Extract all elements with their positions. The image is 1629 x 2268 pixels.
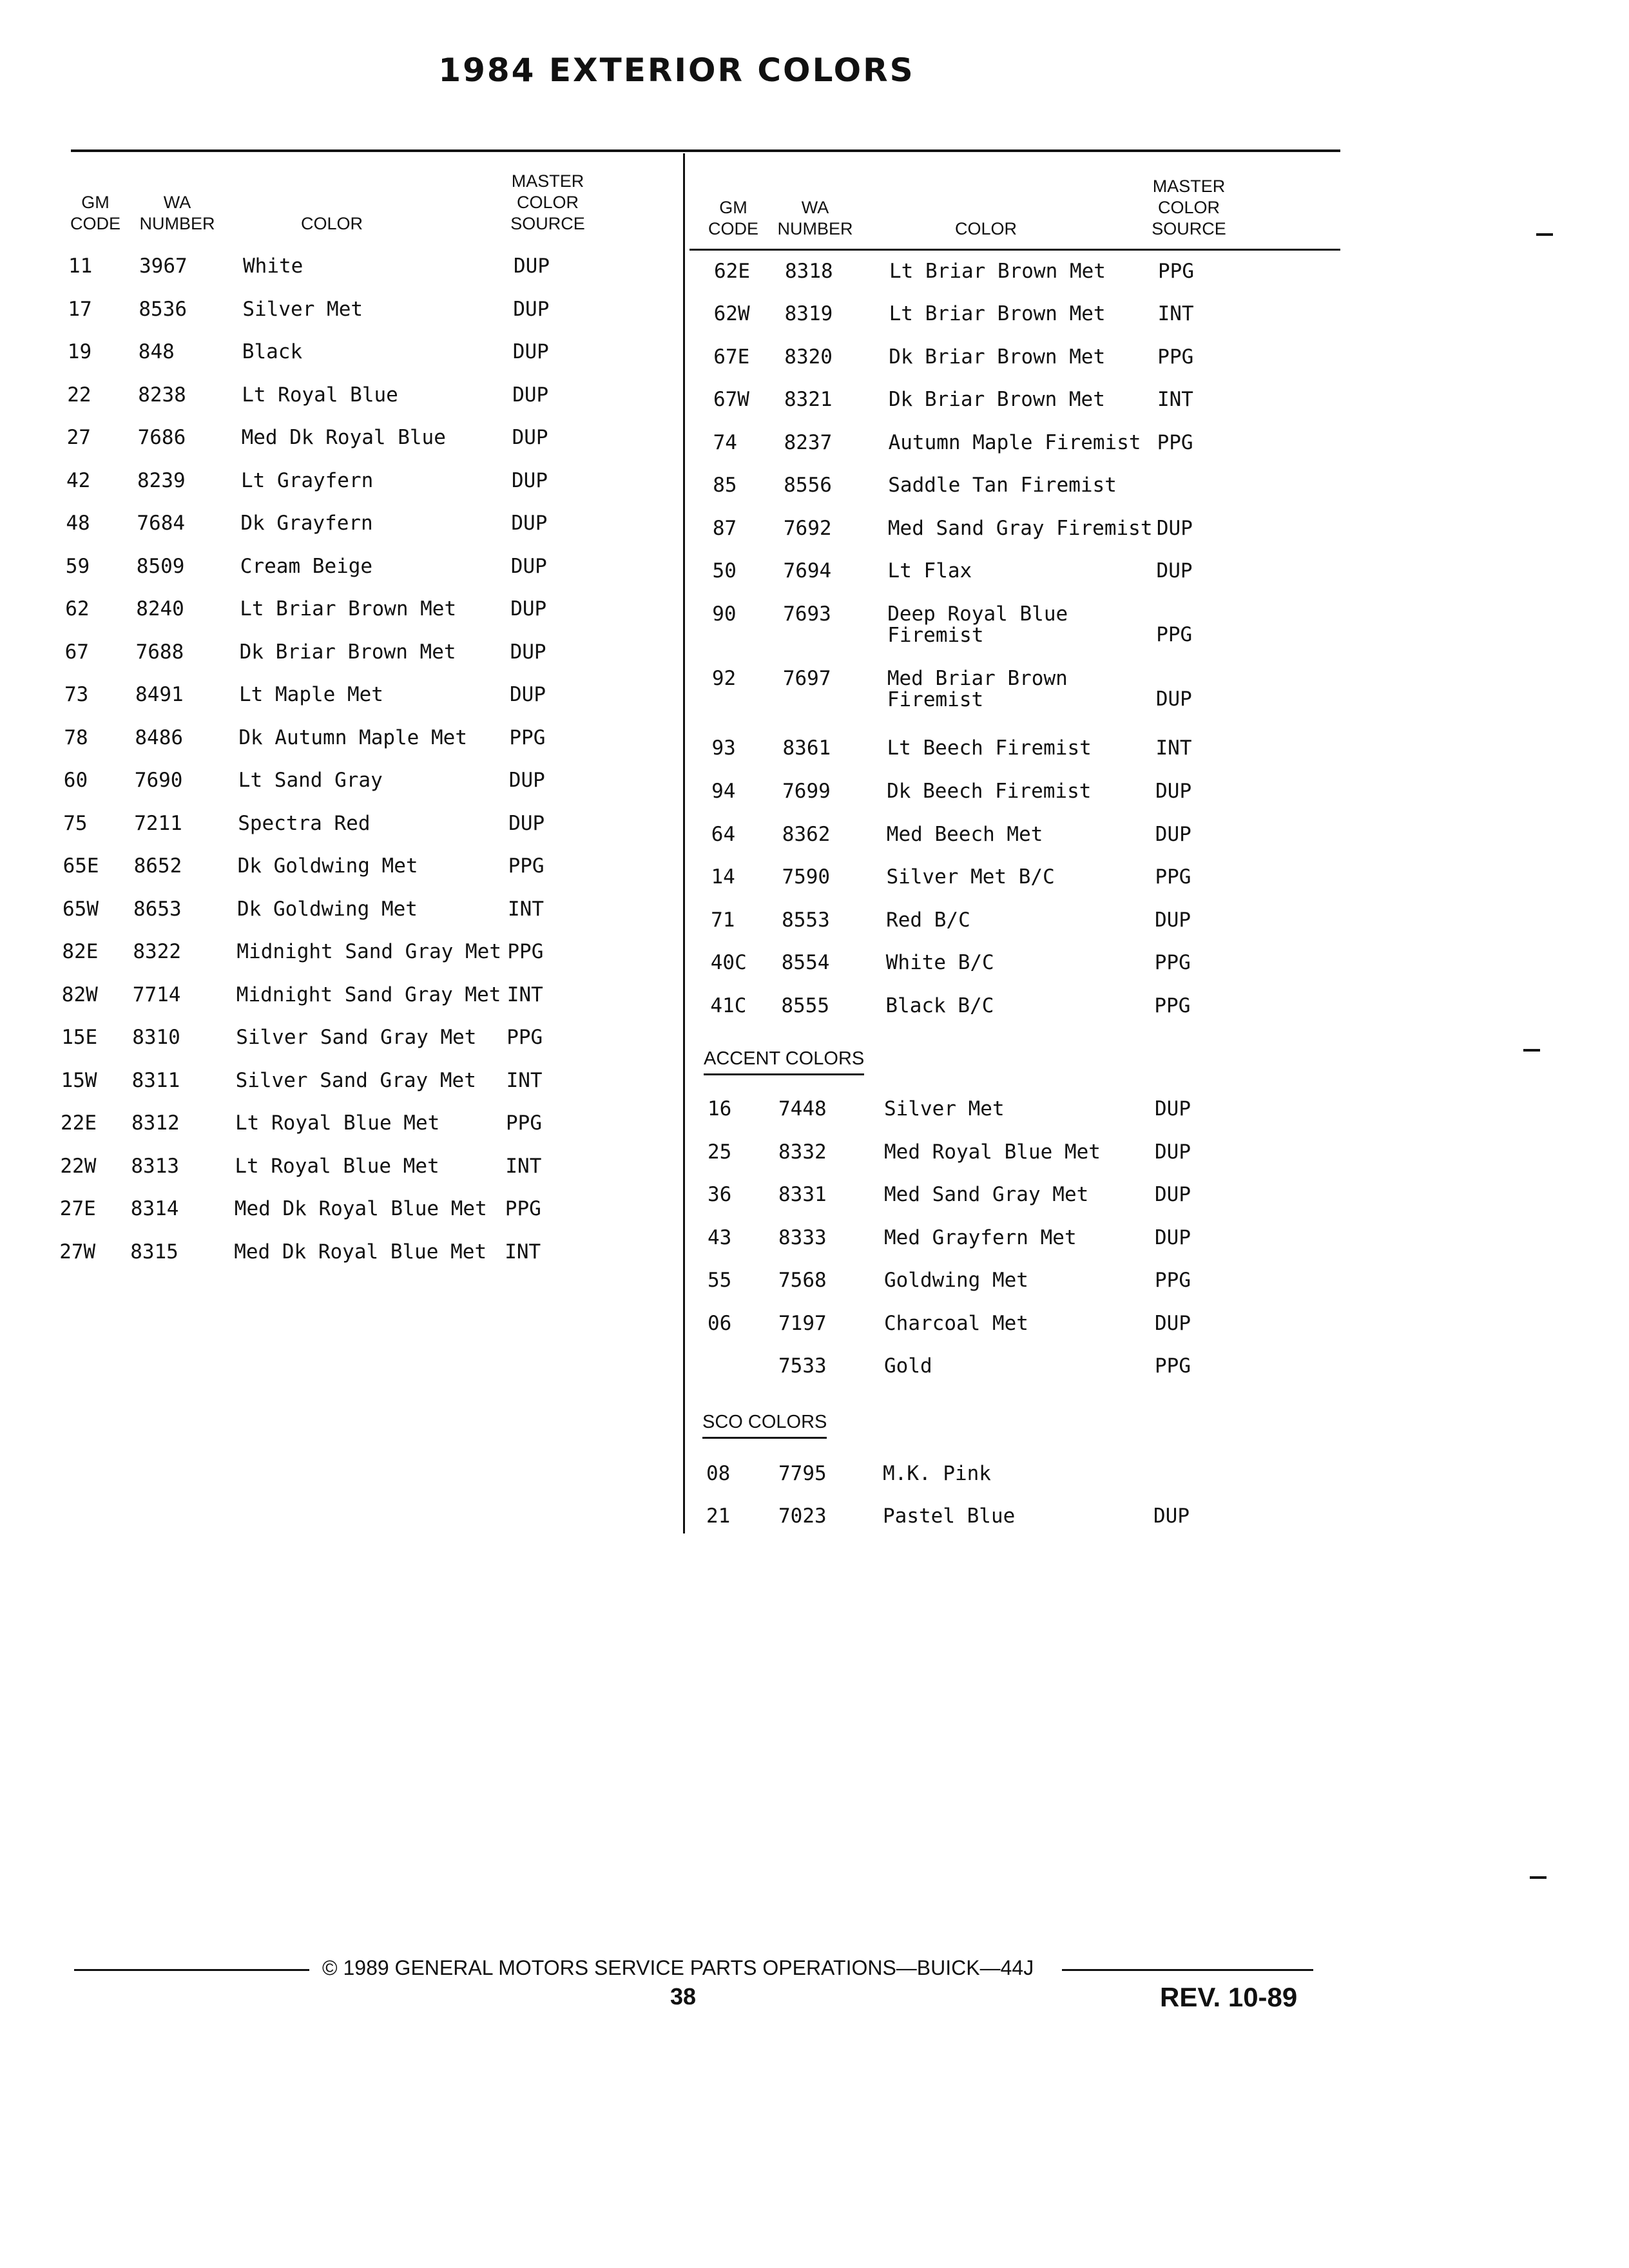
sco-colors-heading: SCO COLORS [702, 1411, 827, 1439]
color-source: DUP [1155, 687, 1192, 711]
color-source: DUP [514, 255, 550, 278]
color-source: DUP [1155, 1183, 1191, 1206]
color-source: INT [505, 1154, 542, 1178]
gm-code: 73 [64, 683, 89, 706]
wa-number: 7686 [137, 426, 186, 449]
wa-number: 7533 [778, 1354, 827, 1378]
wa-number: 8555 [781, 994, 830, 1017]
color-source: PPG [508, 854, 545, 878]
left-header-source: MASTER COLOR SOURCE [510, 171, 585, 233]
gm-code: 14 [711, 865, 735, 889]
gm-code: 75 [63, 811, 88, 835]
gm-code: 67W [713, 388, 749, 411]
color-name: Black B/C [885, 994, 994, 1017]
color-name: Dk Goldwing Met [237, 854, 418, 878]
gm-code: 17 [68, 297, 92, 321]
color-source: DUP [1156, 559, 1193, 582]
wa-number: 7795 [778, 1462, 827, 1485]
footer-rule-left [74, 1969, 309, 1971]
gm-code: 27W [59, 1240, 96, 1264]
wa-number: 7684 [137, 512, 186, 535]
gm-code: 82W [61, 983, 98, 1006]
color-source: PPG [1155, 1269, 1191, 1292]
color-name: Midnight Sand Gray Met [236, 983, 501, 1006]
color-name: Silver Sand Gray Met [236, 1026, 477, 1049]
color-source: PPG [1156, 623, 1193, 646]
color-name: Dk Briar Brown Met [888, 388, 1105, 411]
right-header-gm: GM CODE [708, 198, 758, 238]
gm-code: 78 [64, 726, 88, 749]
wa-number: 8653 [133, 897, 182, 921]
gm-code: 90 [712, 602, 737, 626]
wa-number: 8509 [136, 554, 185, 578]
color-source: PPG [505, 1197, 541, 1220]
color-source: PPG [1154, 994, 1191, 1017]
gm-code: 62E [714, 260, 750, 283]
gm-code: 71 [711, 908, 735, 932]
color-source: DUP [510, 683, 546, 706]
color-name: Pastel Blue [883, 1504, 1016, 1528]
wa-number: 8310 [132, 1026, 180, 1049]
color-source: DUP [1155, 1140, 1191, 1164]
color-source: PPG [1158, 260, 1194, 283]
wa-number: 8333 [778, 1225, 827, 1249]
color-name: Gold [884, 1354, 932, 1378]
right-header-source: MASTER COLOR SOURCE [1152, 177, 1226, 238]
edge-mark [1536, 233, 1553, 236]
color-name: Lt Royal Blue Met [235, 1111, 440, 1135]
wa-number: 7448 [778, 1097, 827, 1120]
color-name: Black [242, 340, 303, 363]
wa-number: 7692 [783, 517, 832, 540]
color-source: DUP [508, 811, 545, 835]
color-name: Dk Grayfern [240, 512, 373, 535]
wa-number: 7690 [134, 769, 183, 792]
gm-code: 25 [708, 1140, 732, 1164]
wa-number: 8311 [131, 1068, 180, 1092]
color-source: INT [506, 983, 543, 1006]
wa-number: 8362 [782, 823, 831, 846]
color-source: INT [508, 897, 544, 921]
color-name: White [243, 255, 304, 278]
color-name: Med Royal Blue Met [884, 1140, 1101, 1164]
wa-number: 8491 [135, 683, 184, 706]
color-source: INT [1157, 302, 1194, 325]
gm-code: 42 [66, 468, 91, 492]
gm-code: 60 [63, 769, 88, 792]
wa-number: 848 [138, 340, 175, 363]
accent-colors-heading: ACCENT COLORS [704, 1048, 864, 1075]
gm-code: 65W [63, 897, 99, 921]
color-source: DUP [513, 297, 550, 321]
left-header-gm: GM CODE [70, 193, 120, 233]
color-name-cont: Firemist [887, 624, 984, 647]
color-source: DUP [512, 383, 549, 407]
gm-code: 22E [61, 1111, 97, 1135]
wa-number: 8320 [784, 345, 833, 369]
wa-number: 8321 [784, 388, 833, 411]
wa-number: 8313 [131, 1154, 180, 1178]
color-source: INT [505, 1240, 541, 1264]
wa-number: 8322 [133, 940, 182, 963]
color-name: Med Sand Gray Firemist [887, 517, 1153, 540]
wa-number: 8556 [784, 474, 832, 497]
color-name: Silver Met [242, 297, 363, 321]
wa-number: 8238 [138, 383, 186, 407]
color-source: DUP [1155, 823, 1191, 846]
wa-number: 7699 [782, 780, 831, 803]
wa-number: 8312 [131, 1111, 180, 1135]
gm-code: 19 [67, 340, 92, 363]
color-source: DUP [508, 769, 545, 792]
footer-copyright: © 1989 GENERAL MOTORS SERVICE PARTS OPERATIONS—BUICK—44J [322, 1956, 1034, 1979]
color-name: Lt Maple Met [239, 683, 383, 706]
color-name: Midnight Sand Gray Met [236, 940, 501, 963]
color-name: Red B/C [886, 908, 970, 932]
gm-code: 11 [68, 255, 93, 278]
color-name: Med Briar Brown [887, 667, 1068, 690]
wa-number: 7197 [778, 1311, 827, 1335]
color-source: PPG [506, 1111, 542, 1135]
wa-number: 8486 [135, 726, 184, 749]
color-source: PPG [1154, 951, 1191, 974]
gm-code: 67 [64, 640, 89, 664]
color-source: DUP [511, 512, 548, 535]
right-header-rule [689, 249, 1340, 251]
wa-number: 3967 [139, 255, 188, 278]
color-name: Silver Met B/C [886, 865, 1055, 889]
color-name: Lt Briar Brown Met [889, 302, 1106, 325]
top-rule [71, 149, 1340, 152]
color-name: Spectra Red [238, 811, 371, 835]
gm-code: 15E [61, 1026, 98, 1049]
color-name: Cream Beige [240, 554, 373, 578]
wa-number: 7694 [783, 559, 832, 582]
color-source: DUP [510, 597, 547, 620]
color-name: Med Sand Gray Met [884, 1183, 1089, 1206]
wa-number: 8318 [785, 260, 833, 283]
wa-number: 8319 [784, 302, 833, 325]
color-source: DUP [1155, 1097, 1191, 1120]
color-name: Med Dk Royal Blue Met [234, 1197, 487, 1220]
gm-code: 40C [710, 951, 747, 974]
page-number: 38 [670, 1983, 697, 2010]
color-name: Deep Royal Blue [887, 602, 1068, 626]
color-source: DUP [1155, 780, 1192, 803]
color-name-cont: Firemist [887, 688, 984, 711]
wa-number: 8315 [130, 1240, 178, 1264]
wa-number: 8553 [782, 908, 830, 932]
left-header-wa: WA NUMBER [139, 193, 215, 233]
color-source: DUP [1155, 1311, 1191, 1335]
gm-code: 59 [65, 554, 90, 578]
color-name: Autumn Maple Firemist [888, 431, 1141, 454]
color-source: DUP [1153, 1504, 1190, 1528]
right-header-wa: WA NUMBER [777, 198, 853, 238]
page-title: 1984 EXTERIOR COLORS [438, 52, 915, 89]
color-source: INT [1157, 388, 1193, 411]
wa-number: 7568 [778, 1269, 827, 1292]
edge-mark [1530, 1876, 1547, 1879]
wa-number: 7697 [782, 667, 831, 690]
wa-number: 7211 [134, 811, 182, 835]
color-name: Med Dk Royal Blue [241, 426, 446, 449]
gm-code: 21 [706, 1504, 731, 1528]
gm-code: 08 [706, 1462, 731, 1485]
gm-code: 50 [712, 559, 737, 582]
color-source: PPG [1157, 431, 1193, 454]
gm-code: 74 [713, 431, 737, 454]
gm-code: 36 [708, 1183, 732, 1206]
color-source: PPG [1155, 1354, 1191, 1378]
right-header-color: COLOR [954, 219, 1017, 238]
wa-number: 8240 [136, 597, 184, 620]
color-source: DUP [1155, 908, 1191, 932]
color-source: PPG [507, 940, 544, 963]
gm-code: 87 [712, 517, 737, 540]
gm-code: 94 [711, 780, 736, 803]
left-header-color: COLOR [300, 214, 363, 233]
color-name: Dk Autumn Maple Met [238, 726, 467, 749]
color-source: DUP [512, 426, 548, 449]
color-source: DUP [512, 340, 549, 363]
color-name: Med Grayfern Met [884, 1225, 1077, 1249]
wa-number: 8332 [778, 1140, 827, 1164]
wa-number: 8314 [130, 1197, 179, 1220]
gm-code: 82E [62, 940, 99, 963]
wa-number: 8652 [133, 854, 182, 878]
color-source: DUP [510, 640, 546, 664]
gm-code: 92 [711, 667, 737, 690]
color-source: DUP [510, 554, 547, 578]
gm-code: 48 [66, 512, 90, 535]
gm-code: 22 [67, 383, 92, 407]
color-name: Lt Grayfern [241, 468, 374, 492]
footer-rule-right [1062, 1969, 1313, 1971]
gm-code: 93 [711, 736, 736, 760]
color-name: Silver Sand Gray Met [235, 1068, 476, 1092]
wa-number: 8331 [778, 1183, 827, 1206]
color-source: PPG [506, 1026, 543, 1049]
color-name: Lt Briar Brown Met [889, 260, 1106, 283]
color-source: DUP [1156, 517, 1193, 540]
wa-number: 7688 [135, 640, 184, 664]
wa-number: 7023 [778, 1504, 827, 1528]
gm-code: 65E [63, 854, 99, 878]
edge-mark [1523, 1049, 1540, 1052]
color-source: DUP [512, 468, 548, 492]
color-name: Lt Beech Firemist [887, 736, 1092, 760]
gm-code: 85 [713, 474, 737, 497]
gm-code: 64 [711, 823, 736, 846]
color-name: Dk Goldwing Met [237, 897, 418, 921]
wa-number: 8361 [782, 736, 831, 760]
color-source: PPG [509, 726, 546, 749]
wa-number: 7714 [132, 983, 181, 1006]
wa-number: 8239 [137, 468, 186, 492]
gm-code: 22W [60, 1154, 97, 1178]
color-name: Silver Met [884, 1097, 1005, 1120]
gm-code: 41C [710, 994, 747, 1017]
color-name: Med Dk Royal Blue Met [234, 1240, 487, 1264]
color-name: Goldwing Met [884, 1269, 1028, 1292]
gm-code: 67E [713, 345, 750, 369]
gm-code: 27 [66, 426, 91, 449]
color-source: PPG [1155, 865, 1191, 889]
gm-code: 55 [708, 1269, 732, 1292]
color-name: White B/C [885, 951, 994, 974]
color-name: Med Beech Met [886, 823, 1043, 846]
revision-label: REV. 10-89 [1160, 1982, 1298, 2012]
color-name: Dk Briar Brown Met [889, 345, 1106, 369]
wa-number: 7590 [782, 865, 831, 889]
wa-number: 7693 [783, 602, 831, 626]
color-name: Lt Briar Brown Met [240, 597, 457, 620]
color-name: Lt Sand Gray [238, 769, 383, 792]
gm-code: 62 [65, 597, 90, 620]
color-name: Lt Royal Blue [242, 383, 398, 407]
gm-code: 27E [59, 1197, 96, 1220]
gm-code: 43 [708, 1225, 732, 1249]
gm-code: 16 [708, 1097, 732, 1120]
color-source: DUP [1155, 1225, 1191, 1249]
gm-code: 62W [713, 302, 750, 325]
color-name: Saddle Tan Firemist [888, 474, 1117, 497]
color-source: INT [506, 1068, 543, 1092]
wa-number: 8536 [139, 297, 188, 321]
color-name: Lt Royal Blue Met [235, 1154, 439, 1178]
color-source: INT [1155, 736, 1192, 760]
color-name: Charcoal Met [884, 1311, 1028, 1335]
wa-number: 8554 [781, 951, 830, 974]
color-name: M.K. Pink [883, 1462, 991, 1485]
gm-code: 15W [61, 1068, 97, 1092]
color-name: Dk Beech Firemist [887, 780, 1092, 803]
gm-code: 06 [708, 1311, 732, 1335]
color-name: Dk Briar Brown Met [239, 640, 456, 664]
color-name: Lt Flax [887, 559, 972, 582]
wa-number: 8237 [784, 431, 833, 454]
column-divider [683, 153, 685, 1533]
color-source: PPG [1157, 345, 1194, 369]
